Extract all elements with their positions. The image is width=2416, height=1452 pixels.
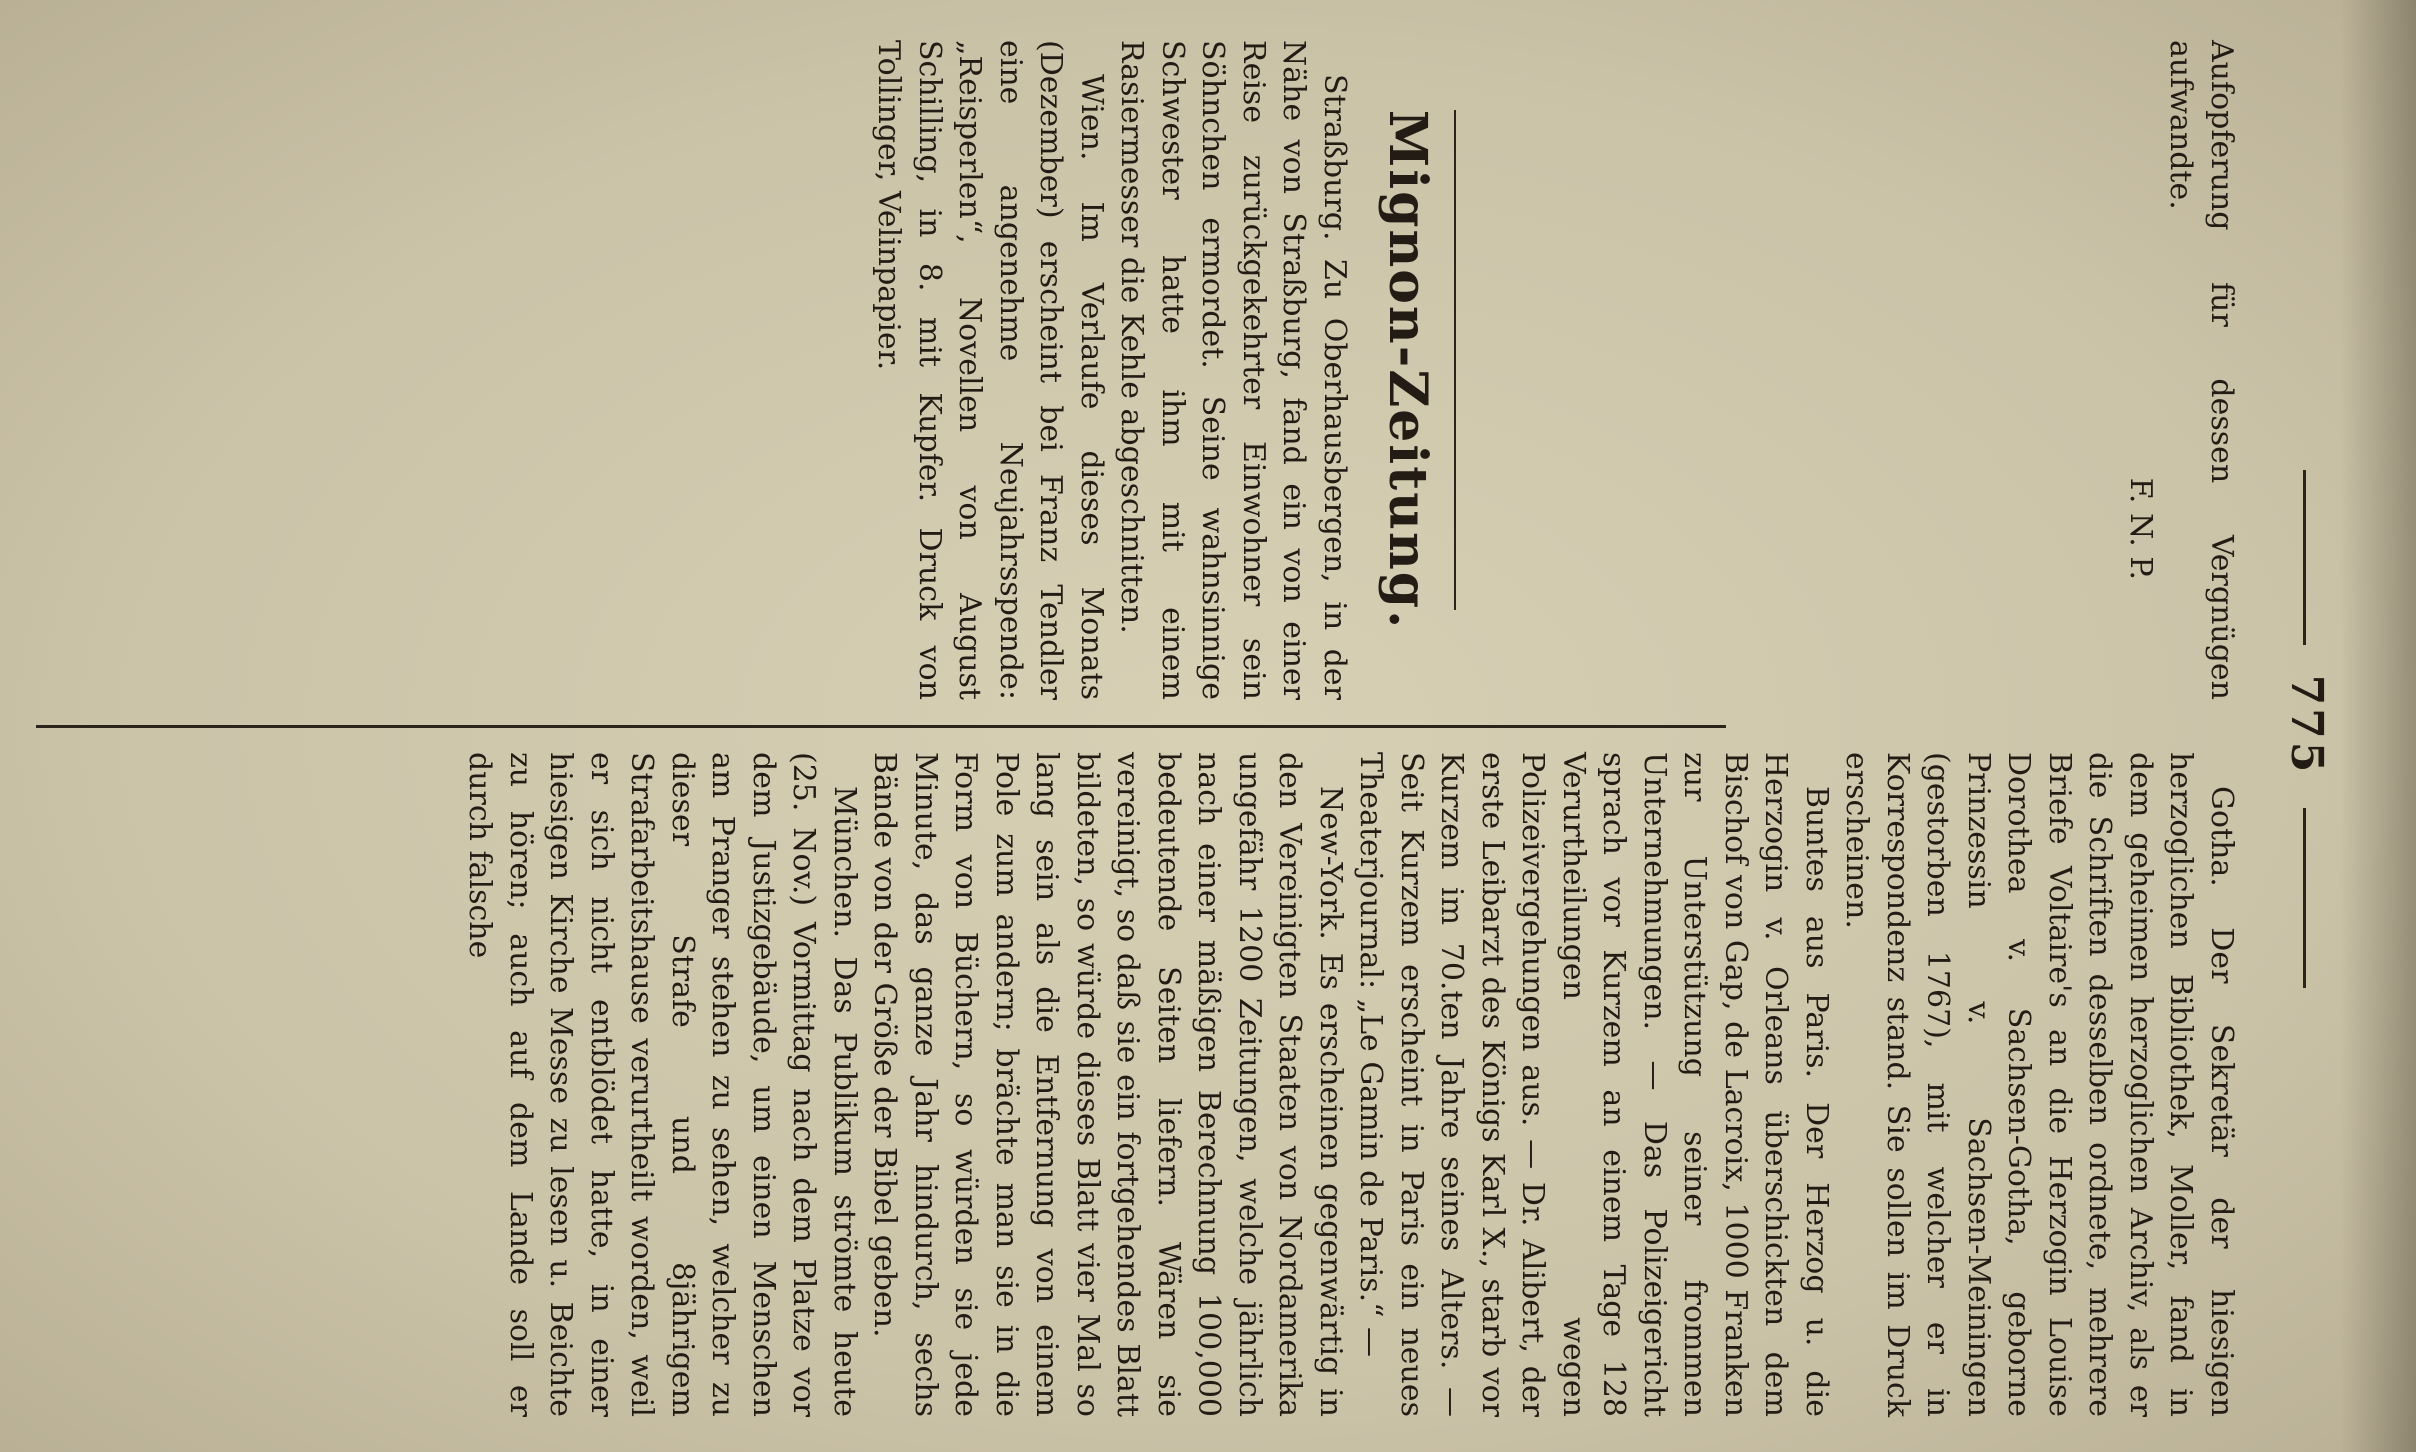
article-strassburg: Straßburg. Zu Oberhausbergen, in der Nähe von Straßburg, fand ein von einer Reise zurückgekehrter Einwohner sein Söhnchen ermordet. Seine wahnsinnige Schwester hatte ihm mit einem Rasiermesser die Kehle abgeschnitten. bbox=[1114, 40, 1352, 700]
section-title: Mignon-Zeitung. bbox=[1377, 109, 1438, 631]
column-divider bbox=[36, 725, 1726, 728]
article-wien: Wien. Im Verlaufe dieses Monats (Dezember) erscheint bei Franz Tendler eine angenehme Neujahrsspende: „Reisperlen“, Novellen von August Schilling, in 8. mit Kupfer. Druck von Tollinger, Velinpapier. bbox=[871, 40, 1109, 700]
left-column-upper bbox=[2120, 40, 2242, 700]
article-signature: F. N. P. bbox=[2123, 477, 2158, 580]
right-column bbox=[459, 752, 2241, 1417]
left-column-lower bbox=[868, 40, 1354, 700]
article-new-york: New-York. Es erscheinen gegenwärtig in den Vereinigten Staaten von Nordamerika ungefähr 1200 Zeitungen, welche jährlich nach einer mäßigen Berechnung 100,000 bedeutende Seiten liefern. Wären sie vereinigt, so daß sie ein fortgehendes Blatt bildeten, so würde dieses Blatt vier Mal so lang sein als die Entfernung von einem Pole zum andern; brächte man sie in die Form von Büchern, so würden sie jede Minute, das ganze Jahr hindurch, sechs Bände von der Größe der Bibel geben. bbox=[867, 752, 1348, 1417]
article-paris: Buntes aus Paris. Der Herzog u. die Herzogin v. Orleans überschickten dem Bischof von Gap, de Lacroix, 1000 Franken zur Unterstützung seiner frommen Unternehmungen. — Das Polizeigericht sprach vor Kurzem an einem Tage 128 Verurtheilungen wegen Polizeivergehungen aus. — Dr. Alibert, der erste Leibarzt des Königs Karl X., starb vor Kurzem im 70.ten Jahre seines Alters. — Seit Kurzem erscheint in Paris ein neues Theaterjournal: „Le Gamin de Paris.“ — bbox=[1353, 752, 1834, 1417]
section-rule bbox=[1454, 110, 1456, 610]
page-header bbox=[2276, 0, 2416, 1452]
page-number: 775 bbox=[2281, 674, 2332, 776]
header-rule-right bbox=[2303, 808, 2306, 988]
article-gotha: Gotha. Der Sekretär der hiesigen herzoglichen Bibliothek, Moller, fand in dem geheimen herzoglichen Archiv, als er die Schriften desselben ordnete, mehrere Briefe Voltaire's an die Herzogin Louise Dorothea v. Sachsen-Gotha, geborne Prinzessin v. Sachsen-Meiningen (gestorben 1767), mit welcher er in Korrespondenz stand. Sie sollen im Druck erscheinen. bbox=[1839, 752, 2239, 1417]
article-muenchen: München. Das Publikum strömte heute (25. Nov.) Vormittag nach dem Platze vor dem Justizgebäude, um einen Menschen am Pranger stehen zu sehen, welcher zu dieser Strafe und 8jährigem Strafarbeitshause verurtheilt worden, weil er sich nicht entblödet hatte, in einer hiesigen Kirche Messe zu lesen u. Beichte zu hören; auch auf dem Lande soll er durch falsche bbox=[462, 752, 862, 1417]
header-rule-left bbox=[2303, 470, 2306, 645]
article-continuation: Aufopferung für dessen Vergnügen aufwandte. bbox=[2163, 40, 2239, 700]
